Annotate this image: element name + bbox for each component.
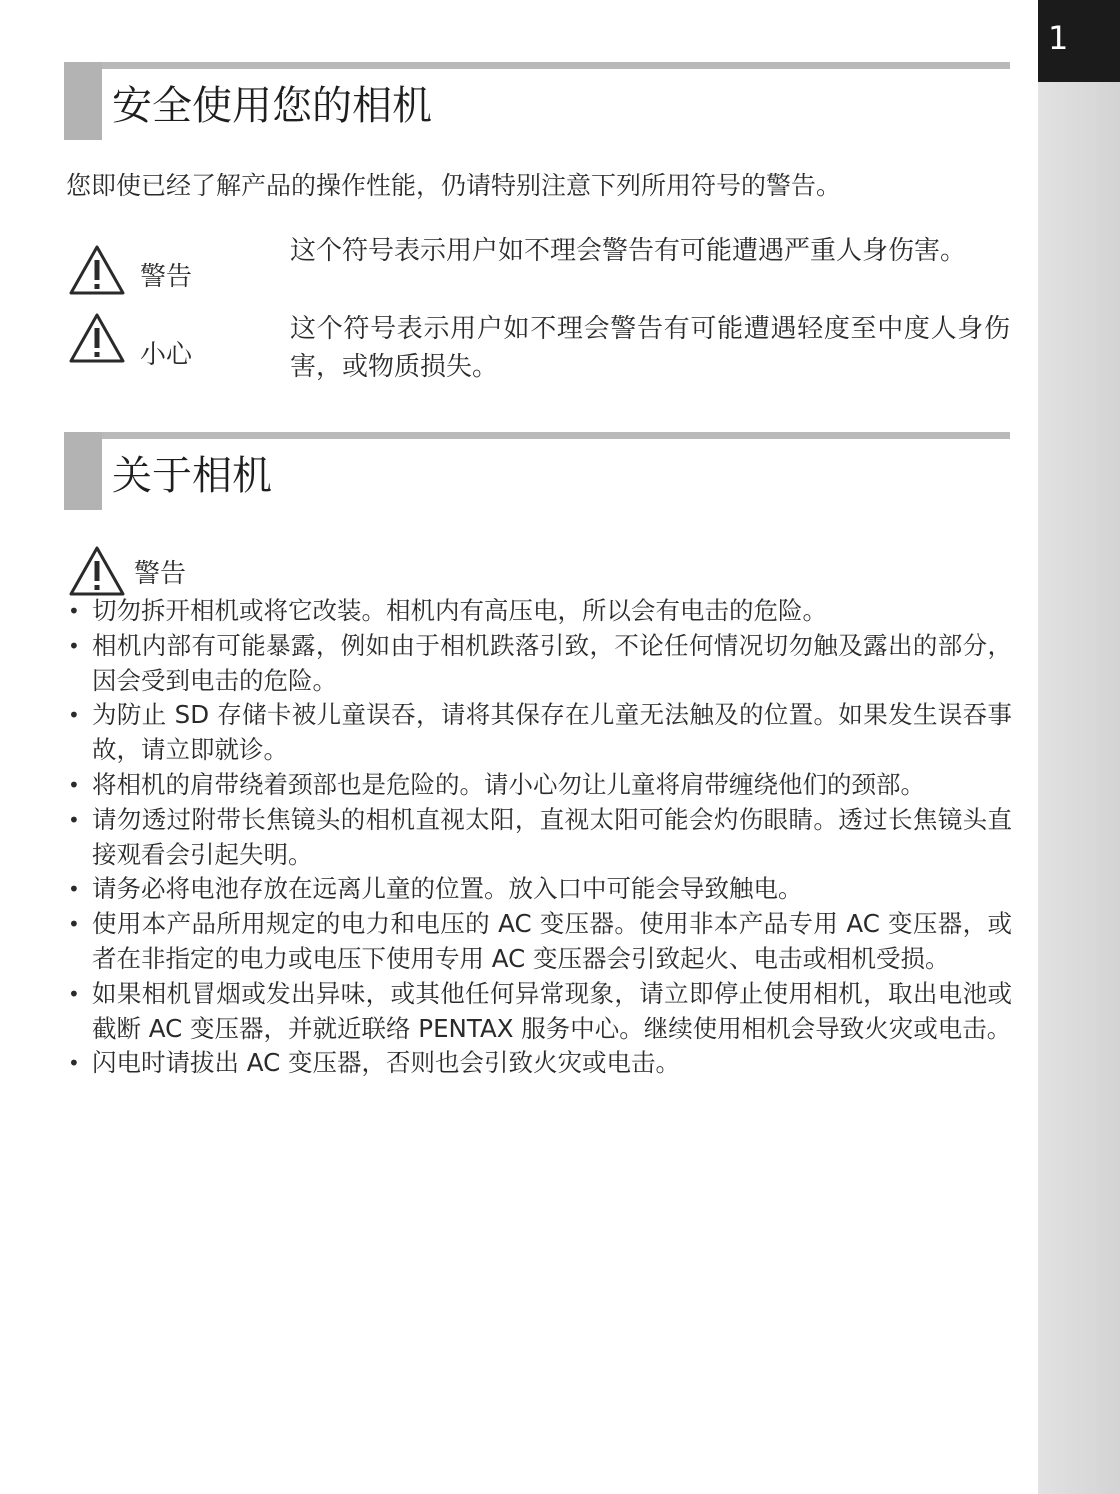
warning-label: 警告 [134,559,187,589]
list-item: • 使用本产品所用规定的电力和电压的 AC 变压器。使用非本产品专用 AC 变压器，或者在非指定的电力或电压下使用专用 AC 变压器会引致起火、电击或相机受损。 [66,907,1012,977]
warning-triangle-icon [68,312,126,364]
list-item: • 如果相机冒烟或发出异味，或其他任何异常现象，请立即停止使用相机，取出电池或截断 AC 变压器，并就近联络 PENTAX 服务中心。继续使用相机会导致火灾或电击。 [66,977,1012,1047]
list-item: • 相机内部有可能暴露，例如由于相机跌落引致，不论任何情况切勿触及露出的部分，因会受到电击的危险。 [66,629,1012,699]
list-item: • 闪电时请拔出 AC 变压器，否则也会引致火灾或电击。 [66,1046,1012,1081]
warning-triangle-icon [68,545,126,597]
section-header-camera [64,432,1010,510]
section-title: 关于相机 [112,453,272,499]
side-strip [1038,0,1120,1494]
section-header-safety [64,62,1010,140]
page-number: 1 [1048,19,1069,57]
list-item: • 切勿拆开相机或将它改装。相机内有高压电，所以会有电击的危险。 [66,594,1012,629]
header-rule [64,62,1010,69]
header-rule [64,432,1010,439]
header-block [64,62,102,140]
symbol-description: 这个符号表示用户如不理会警告有可能遭遇严重人身伤害。 [290,236,967,266]
symbol-label: 小心 [140,340,193,370]
list-item: • 将相机的肩带绕着颈部也是危险的。请小心勿让儿童将肩带缠绕他们的颈部。 [66,768,1012,803]
warning-heading [68,545,187,601]
warning-triangle-icon [68,244,126,296]
warning-list [66,594,1012,1081]
list-item: • 请勿透过附带长焦镜头的相机直视太阳，直视太阳可能会灼伤眼睛。透过长焦镜头直接观看会引起失明。 [66,803,1012,873]
list-item: • 请务必将电池存放在远离儿童的位置。放入口中可能会导致触电。 [66,872,1012,907]
list-item: • 为防止 SD 存储卡被儿童误吞，请将其保存在儿童无法触及的位置。如果发生误吞事故，请立即就诊。 [66,698,1012,768]
symbol-description: 这个符号表示用户如不理会警告有可能遭遇轻度至中度人身伤害，或物质损失。 [290,314,1010,382]
symbol-label: 警告 [140,262,193,292]
page-number-tab [1038,0,1120,82]
header-block [64,432,102,510]
section-title: 安全使用您的相机 [112,83,432,129]
intro-text: 您即使已经了解产品的操作性能，仍请特别注意下列所用符号的警告。 [66,171,842,200]
